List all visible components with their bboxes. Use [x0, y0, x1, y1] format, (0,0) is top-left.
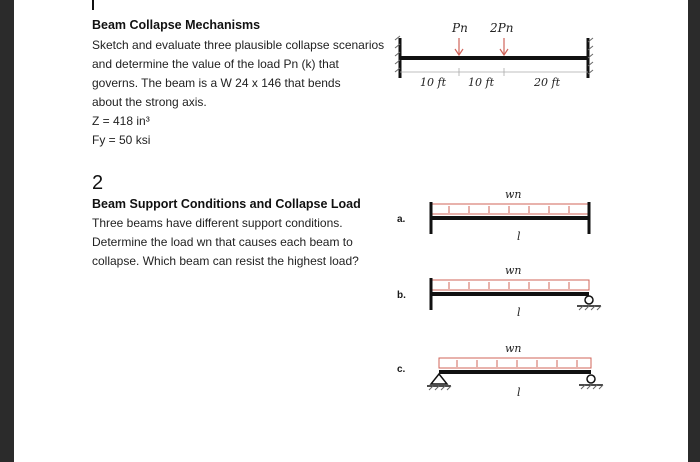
yield-stress-line: Fy = 50 ksi	[92, 133, 151, 147]
document-page	[14, 0, 688, 462]
problem-1-description	[92, 36, 392, 150]
right-fixed-support	[588, 38, 593, 78]
beam-b-member	[431, 292, 589, 296]
left-frame-edge	[0, 0, 14, 462]
problem-2-title: Beam Support Conditions and Collapse Load	[92, 197, 361, 211]
problem-2-line-1: Three beams have different support conditions.	[92, 216, 343, 230]
beam-a-load-label: wn	[505, 188, 522, 201]
problem-1-line-2: and determine the value of the load Pn (k) that	[92, 57, 339, 71]
beam-a-span-label: l	[517, 230, 521, 243]
beam-a-tag: a.	[397, 214, 406, 225]
beam-c-member	[439, 370, 591, 374]
beam-b-span-label: l	[517, 306, 521, 319]
beam-c-diagram	[419, 340, 609, 400]
span-label-3: 20 ft	[534, 76, 560, 89]
beam-a-member	[431, 216, 589, 220]
plastic-modulus-line: Z = 418 in³	[92, 114, 150, 128]
beam-c-span-label: l	[517, 386, 521, 399]
beam-b-diagram	[419, 262, 609, 322]
beam-b-pin-support	[577, 296, 601, 310]
beam-c-load-ticks	[457, 360, 577, 367]
problem-1-title: Beam Collapse Mechanisms	[92, 18, 261, 32]
beam-c-roller-support	[579, 375, 603, 389]
problem-1-number-fragment	[92, 0, 94, 10]
beam-c-distributed-load	[439, 358, 591, 368]
beam-c-tag: c.	[397, 364, 406, 375]
beam-c-pin-support	[427, 374, 451, 390]
problem-2-number: 2	[92, 172, 104, 194]
problem-1-line-1: Sketch and evaluate three plausible collapse scenarios	[92, 38, 385, 52]
problem-2-description	[92, 214, 392, 271]
problem-1-line-3: governs. The beam is a W 24 x 146 that bends	[92, 76, 341, 90]
problem-1-line-4: about the strong axis.	[92, 95, 207, 109]
span-label-2: 10 ft	[468, 76, 494, 89]
right-frame-edge	[688, 0, 700, 462]
problem-2-line-2: Determine the load wn that causes each beam to	[92, 235, 353, 249]
beam-a-distributed-load	[431, 204, 589, 214]
beam-b-tag: b.	[397, 290, 406, 301]
load-label-pn: Pn	[452, 21, 468, 35]
beam-1	[400, 56, 588, 60]
figure-1-beam-diagram	[384, 8, 624, 98]
beam-c-load-label: wn	[505, 342, 522, 355]
beam-b-load-ticks	[449, 282, 569, 289]
beam-a-load-ticks	[449, 206, 569, 213]
problem-2-line-3: collapse. Which beam can resist the highest load?	[92, 254, 359, 268]
load-label-2pn: 2Pn	[490, 21, 514, 35]
load-arrow-2pn	[500, 38, 508, 55]
beam-b-distributed-load	[431, 280, 589, 290]
beam-a-diagram	[419, 186, 609, 246]
span-label-1: 10 ft	[420, 76, 446, 89]
load-arrow-pn	[455, 38, 463, 55]
left-fixed-support	[395, 36, 400, 78]
beam-b-load-label: wn	[505, 264, 522, 277]
